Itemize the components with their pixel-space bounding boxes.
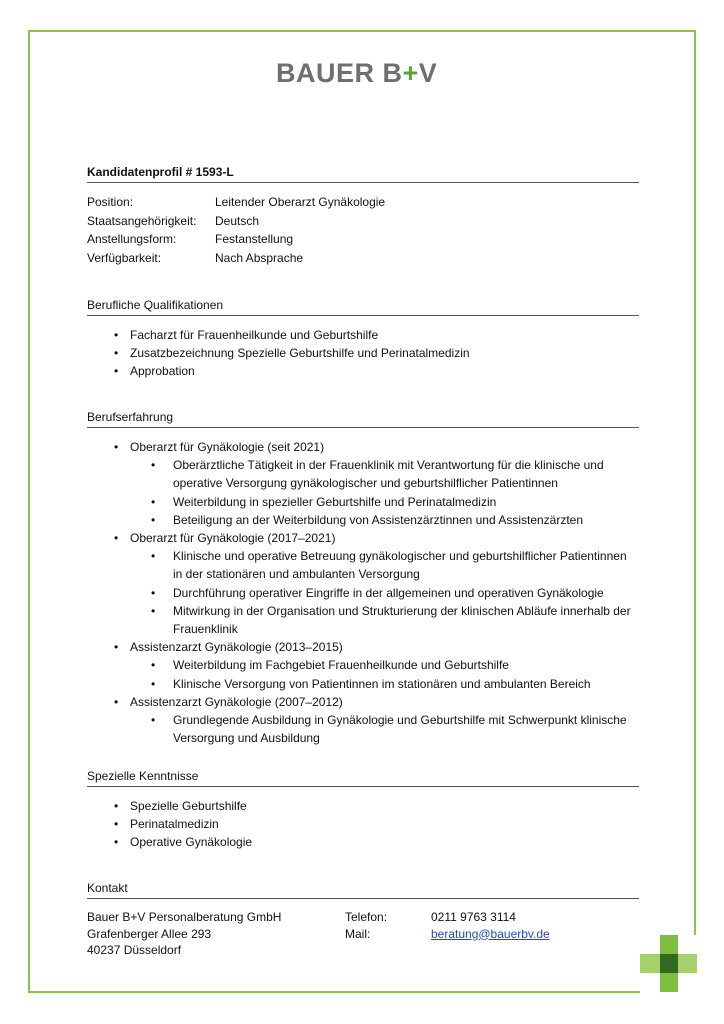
- list-item: • Perinatalmedizin: [87, 815, 639, 833]
- skills-section: [87, 767, 639, 852]
- company-logo: BAUER B+V: [276, 58, 438, 88]
- experience-detail: • Klinische und operative Betreuung gynäkologischer und geburtshilflicher Patientinnen in der stationären und ambulanten Versorgung: [87, 547, 639, 583]
- section-heading: Spezielle Kenntnisse: [87, 767, 639, 787]
- list-item: • Spezielle Geburtshilfe: [87, 797, 639, 815]
- experience-detail: • Beteiligung an der Weiterbildung von Assistenzärztinnen und Assistenzärzten: [87, 511, 639, 529]
- experience-detail: • Weiterbildung im Fachgebiet Frauenheilkunde und Geburtshilfe: [87, 656, 639, 674]
- border-right: [694, 30, 696, 935]
- phone-label: Telefon:: [345, 910, 388, 924]
- field-value: Nach Absprache: [215, 250, 304, 265]
- field-row: [87, 193, 639, 212]
- experience-detail: • Durchführung operativer Eingriffe in der allgemeinen und operativen Gynäkologie: [87, 584, 639, 602]
- company-name: Bauer B+V Personalberatung GmbH: [87, 910, 282, 924]
- experience-section: [87, 408, 639, 747]
- contact-section: [87, 879, 639, 959]
- city: 40237 Düsseldorf: [87, 943, 182, 957]
- mail-label: Mail:: [345, 926, 371, 941]
- list-item: • Facharzt für Frauenheilkunde und Geburtshilfe: [87, 326, 639, 344]
- section-heading: Berufserfahrung: [87, 408, 639, 428]
- profile-section: [87, 163, 639, 267]
- experience-role: • Oberarzt für Gynäkologie (seit 2021): [87, 438, 639, 456]
- qualifications-section: [87, 296, 639, 381]
- profile-title: Kandidatenprofil # 1593-L: [87, 163, 639, 183]
- list-item: • Operative Gynäkologie: [87, 833, 639, 851]
- field-label: Staatsangehörigkeit:: [87, 213, 197, 228]
- phone-number: 0211 9763 3114: [431, 910, 516, 924]
- list-item: • Approbation: [87, 362, 639, 380]
- field-value: Leitender Oberarzt Gynäkologie: [215, 195, 386, 209]
- experience-detail: • Klinische Versorgung von Patientinnen im stationären und ambulanten Bereich: [87, 675, 639, 693]
- list-item: • Zusatzbezeichnung Spezielle Geburtshilfe und Perinatalmedizin: [87, 344, 639, 362]
- field-label: Position:: [87, 195, 134, 209]
- experience-role: • Assistenzarzt Gynäkologie (2013–2015): [87, 638, 639, 656]
- street: Grafenberger Allee 293: [87, 926, 212, 941]
- experience-detail: • Mitwirkung in der Organisation und Strukturierung der klinischen Abläufe innerhalb der Frauenklinik: [87, 602, 639, 638]
- mail-link[interactable]: beratung@bauerbv.de: [431, 926, 550, 941]
- field-value: Festanstellung: [215, 232, 294, 246]
- field-label: Anstellungsform:: [87, 232, 177, 246]
- field-label: Verfügbarkeit:: [87, 250, 162, 265]
- border-bottom: [28, 991, 640, 993]
- experience-detail: • Weiterbildung in spezieller Geburtshilfe und Perinatalmedizin: [87, 493, 639, 511]
- border-left: [28, 30, 30, 993]
- field-row: [87, 230, 639, 249]
- experience-role: • Assistenzarzt Gynäkologie (2007–2012): [87, 693, 639, 711]
- section-heading: Berufliche Qualifikationen: [87, 296, 639, 316]
- field-row: [87, 249, 639, 268]
- border-top: [28, 30, 696, 32]
- experience-detail: • Grundlegende Ausbildung in Gynäkologie und Geburtshilfe mit Schwerpunkt klinische Versorgung und Ausbildung: [87, 711, 639, 747]
- field-value: Deutsch: [215, 213, 260, 228]
- section-heading: Kontakt: [87, 879, 639, 899]
- experience-role: • Oberarzt für Gynäkologie (2017–2021): [87, 529, 639, 547]
- experience-detail: • Oberärztliche Tätigkeit in der Frauenklinik mit Verantwortung für die klinische und operative Versorgung gynäkologischer und geburtshilflicher Patientinnen: [87, 456, 639, 492]
- field-row: [87, 212, 639, 231]
